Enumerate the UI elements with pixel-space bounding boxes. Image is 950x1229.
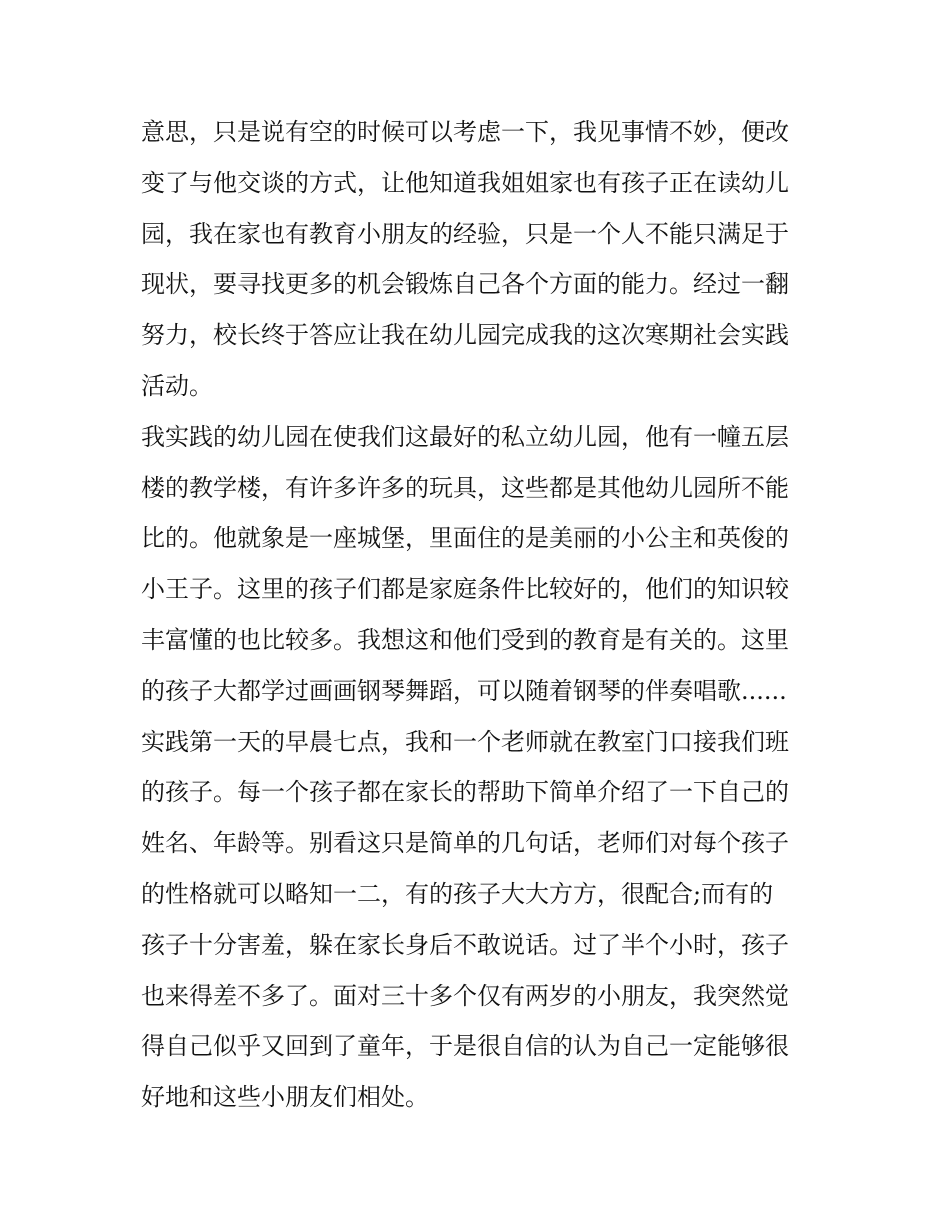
text-line: 好地和这些小朋友们相处。 (141, 1083, 429, 1112)
text-line: 孩子十分害羞，躲在家长身后不敢说话。过了半个小时，孩子 (141, 930, 789, 959)
text-line: 的孩子大都学过画画钢琴舞蹈，可以随着钢琴的伴奏唱歌...... (141, 676, 787, 705)
text-line: 我实践的幼儿园在使我们这最好的私立幼儿园，他有一幢五层 (141, 422, 789, 451)
text-line: 现状，要寻找更多的机会锻炼自己各个方面的能力。经过一翻 (141, 270, 789, 299)
text-line: 活动。 (141, 371, 213, 400)
text-line: 意思，只是说有空的时候可以考虑一下，我见事情不妙，便改 (141, 118, 789, 146)
text-line: 的性格就可以略知一二，有的孩子大大方方，很配合;而有的 (141, 879, 774, 908)
text-line: 姓名、年龄等。别看这只是简单的几句话，老师们对每个孩子 (141, 829, 789, 858)
text-line: 小王子。这里的孩子们都是家庭条件比较好的，他们的知识较 (141, 575, 789, 604)
body-text (141, 107, 821, 1123)
text-line: 园，我在家也有教育小朋友的经验，只是一个人不能只满足于 (141, 219, 789, 248)
text-line: 比的。他就象是一座城堡，里面住的是美丽的小公主和英俊的 (141, 524, 789, 553)
text-line: 楼的教学楼，有许多许多的玩具，这些都是其他幼儿园所不能 (141, 473, 789, 502)
text-line: 也来得差不多了。面对三十多个仅有两岁的小朋友，我突然觉 (141, 981, 789, 1010)
text-line: 实践第一天的早晨七点，我和一个老师就在教室门口接我们班 (141, 727, 789, 756)
text-line: 丰富懂的也比较多。我想这和他们受到的教育是有关的。这里 (141, 625, 789, 654)
text-line: 得自己似乎又回到了童年，于是很自信的认为自己一定能够很 (141, 1032, 789, 1061)
text-line: 变了与他交谈的方式，让他知道我姐姐家也有孩子正在读幼儿 (141, 168, 789, 197)
text-line: 的孩子。每一个孩子都在家长的帮助下简单介绍了一下自己的 (141, 778, 789, 807)
text-line: 努力，校长终于答应让我在幼儿园完成我的这次寒期社会实践 (141, 321, 789, 350)
